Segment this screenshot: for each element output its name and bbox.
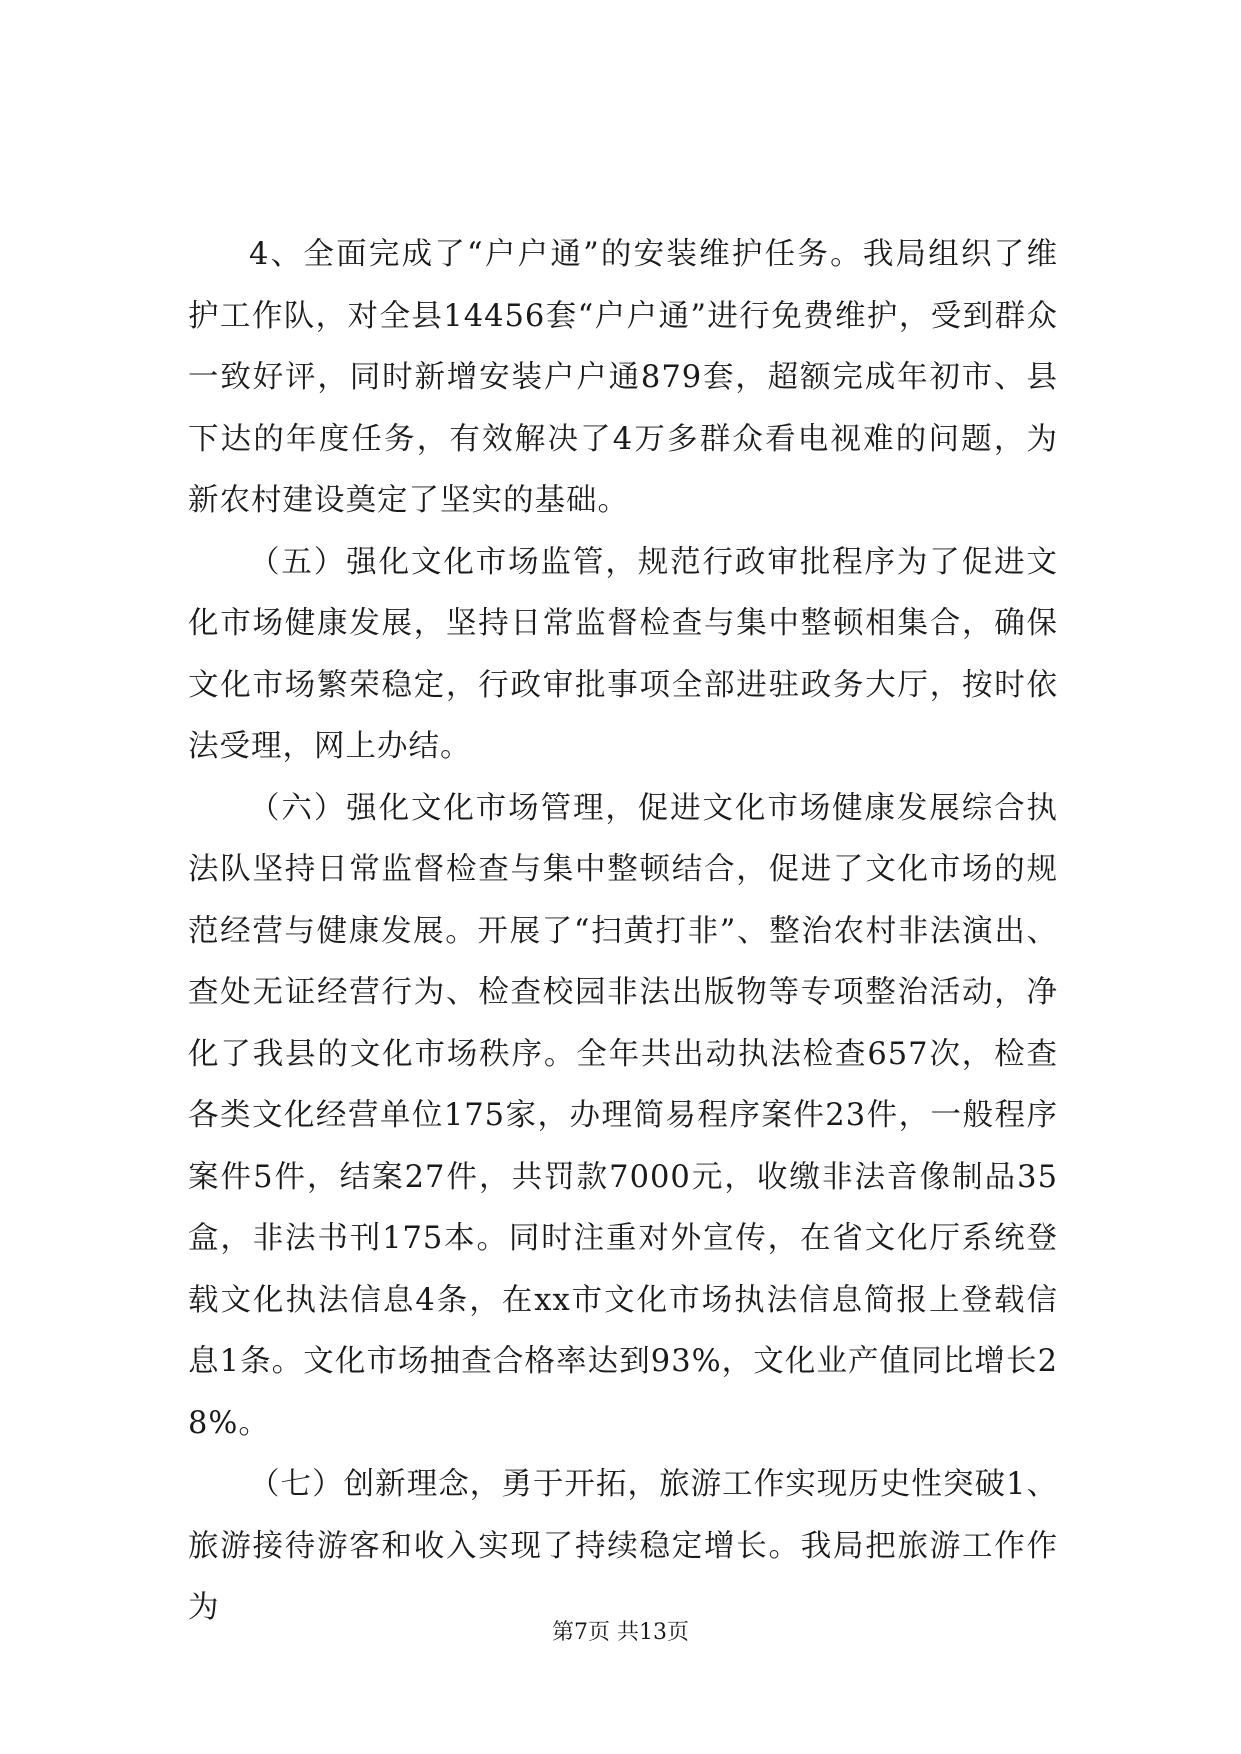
paragraph-market-supervision: （五）强化文化市场监管，规范行政审批程序为了促进文化市场健康发展，坚持日常监督检查与集中整顿相集合，确保文化市场繁荣稳定，行政审批事项全部进驻政务大厅，按时依法受理，网上办结。 [188,544,1058,764]
body-text [188,224,1058,1639]
paragraph-tourism: （七）创新理念，勇于开拓，旅游工作实现历史性突破1、旅游接待游客和收入实现了持续稳定增长。我局把旅游工作作为 [188,1467,1058,1625]
page-number-footer: 第7页 共13页 [552,1620,689,1645]
paragraph-household-access: 4、全面完成了“户户通”的安装维护任务。我局组织了维护工作队，对全县14456套“户户通”进行免费维护，受到群众一致好评，同时新增安装户户通879套，超额完成年初市、县下达的年度任务，有效解决了4万多群众看电视难的问题，为新农村建设奠定了坚实的基础。 [188,237,1058,518]
paragraph-market-management: （六）强化文化市场管理，促进文化市场健康发展综合执法队坚持日常监督检查与集中整顿结合，促进了文化市场的规范经营与健康发展。开展了“扫黄打非”、整治农村非法演出、查处无证经营行为、检查校园非法出版物等专项整治活动，净化了我县的文化市场秩序。全年共出动执法检查657次，检查各类文化经营单位175家，办理简易程序案件23件，一般程序案件5件，结案27件，共罚款7000元，收缴非法音像制品35盒，非法书刊175本。同时注重对外宣传，在省文化厅系统登载文化执法信息4条，在xx市文化市场执法信息简报上登载信息1条。文化市场抽查合格率达到93%，文化业产值同比增长28%。 [188,790,1058,1441]
